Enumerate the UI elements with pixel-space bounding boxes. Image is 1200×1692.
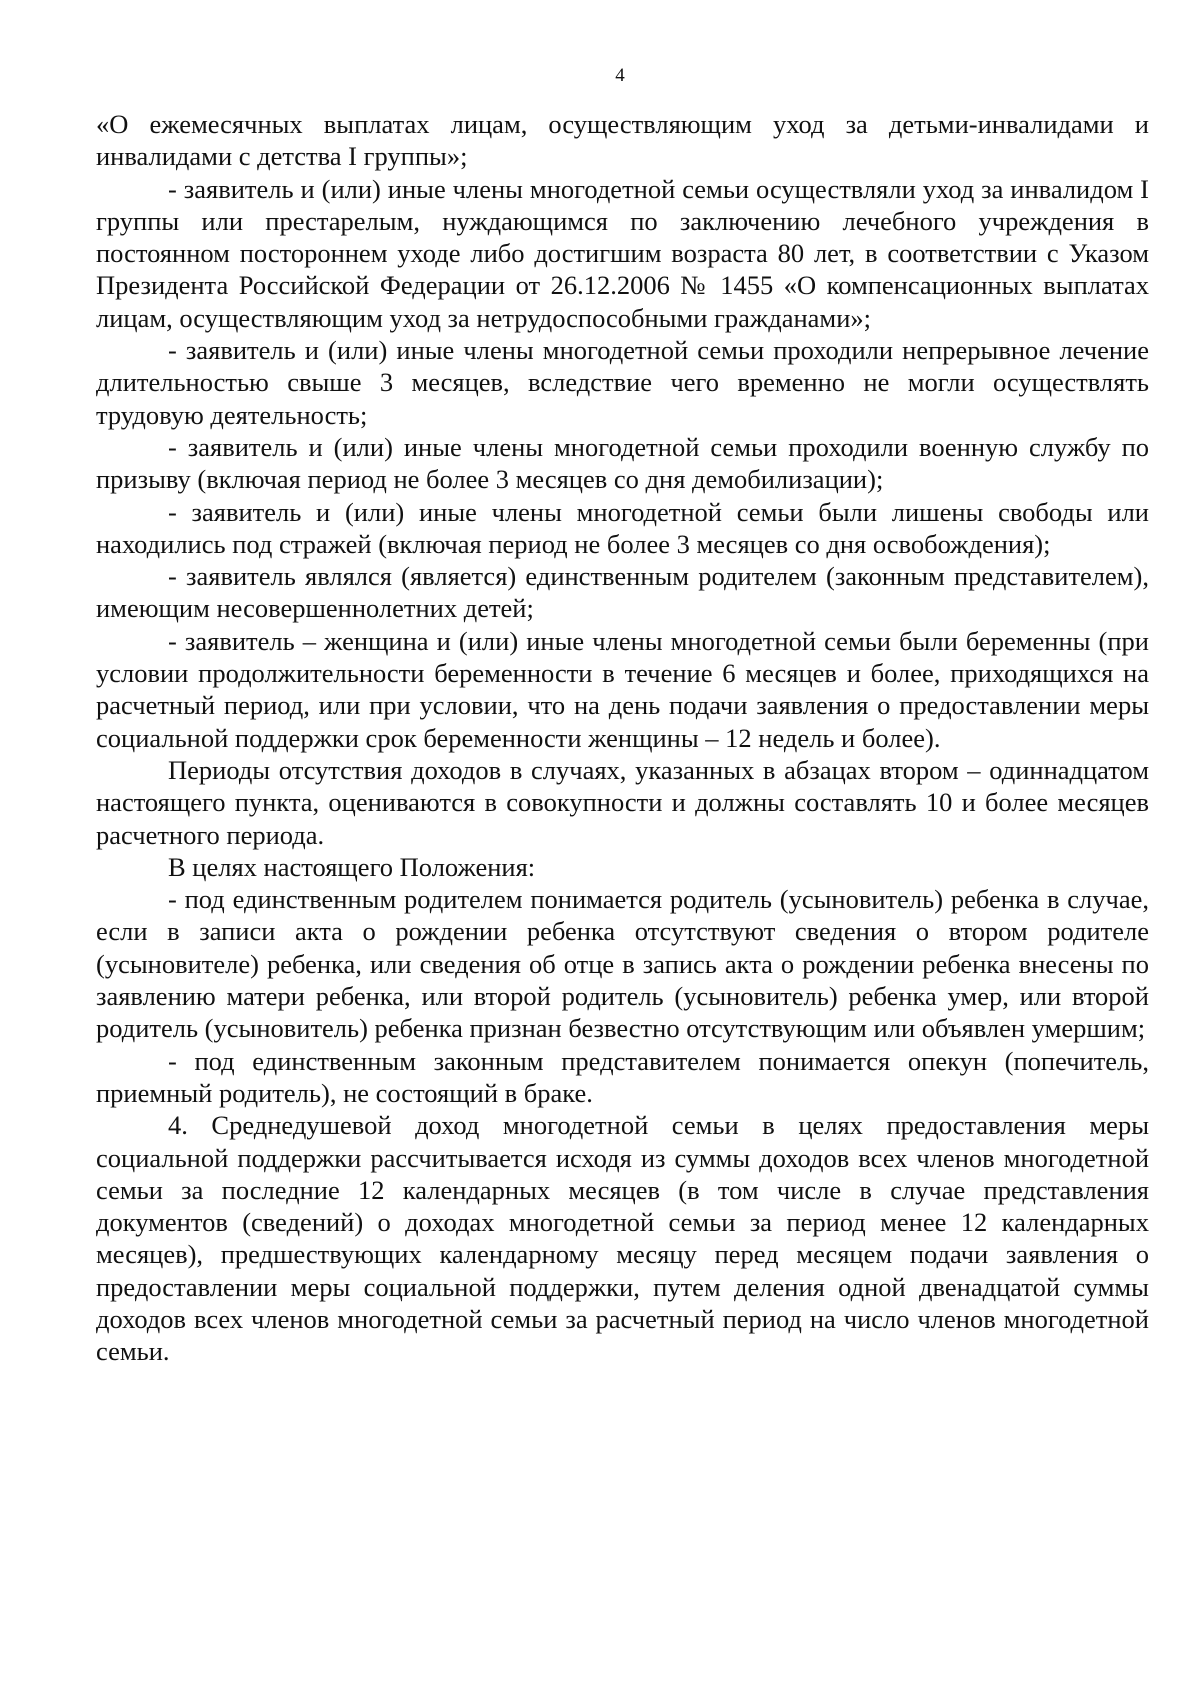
page-number: 4	[615, 65, 625, 86]
paragraph-definitions-intro: В целях настоящего Положения:	[168, 851, 536, 882]
paragraph-continuous-treatment: - заявитель и (или) иные члены многодетной семьи проходили непрерывное лечение длительностью свыше 3 месяцев, вследствие чего временно не могли осуществлять трудовую деятельность;	[96, 335, 1149, 430]
document-body	[96, 108, 1149, 1368]
paragraph-item-4-average-income: 4. Среднедушевой доход многодетной семьи в целях предоставления меры социальной поддержки рассчитывается исходя из суммы доходов всех членов многодетной семьи за последние 12 календарных месяцев (в том числе в случае представления документов (сведений) о доходах многодетной семьи за период менее 12 календарных месяцев), предшествующих календарному месяцу перед месяцем подачи заявления о предоставлении меры социальной поддержки, путем деления одной двенадцатой суммы доходов всех членов многодетной семьи за расчетный период на число членов многодетной семьи.	[96, 1110, 1149, 1367]
paragraph-periods-assessment: Периоды отсутствия доходов в случаях, указанных в абзацах втором – одиннадцатом настоящего пункта, оцениваются в совокупности и должны составлять 10 и более месяцев расчетного периода.	[96, 754, 1149, 850]
paragraph-single-parent: - заявитель являлся (является) единственным родителем (законным представителем), имеющим несовершеннолетних детей;	[96, 561, 1149, 624]
paragraph-decree-continuation: «О ежемесячных выплатах лицам, осуществляющим уход за детьми-инвалидами и инвалидами с детства I группы»;	[96, 109, 1149, 172]
paragraph-single-parent-definition: - под единственным родителем понимается родитель (усыновитель) ребенка в случае, если в записи акта о рождении ребенка отсутствуют сведения о втором родителе (усыновителе) ребенка, или сведения об отце в запись акта о рождении ребенка внесены по заявлению матери ребенка, или второй родитель (усыновитель) ребенка умер, или второй родитель (усыновитель) ребенка признан безвестно отсутствующим или объявлен умершим;	[96, 884, 1149, 1044]
paragraph-legal-representative-definition: - под единственным законным представителем понимается опекун (попечитель, приемный родитель), не состоящий в браке.	[96, 1045, 1149, 1108]
paragraph-imprisonment: - заявитель и (или) иные члены многодетной семьи были лишены свободы или находились под стражей (включая период не более 3 месяцев со дня освобождения);	[96, 496, 1149, 559]
paragraph-military-service: - заявитель и (или) иные члены многодетной семьи проходили военную службу по призыву (включая период не более 3 месяцев со дня демобилизации);	[96, 431, 1149, 495]
paragraph-care-for-disabled: - заявитель и (или) иные члены многодетной семьи осуществляли уход за инвалидом I группы или престарелым, нуждающимся по заключению лечебного учреждения в постоянном постороннем уходе либо достигшим возраста 80 лет, в соответствии с Указом Президента Российской Федерации от 26.12.2006 № 1455 «О компенсационных выплатах лицам, осуществляющим уход за нетрудоспособными гражданами»;	[96, 173, 1149, 333]
paragraph-pregnancy: - заявитель – женщина и (или) иные члены многодетной семьи были беременны (при условии продолжительности беременности в течение 6 месяцев и более, приходящихся на расчетный период, или при условии, что на день подачи заявления о предоставлении меры социальной поддержки срок беременности женщины – 12 недель и более).	[96, 625, 1149, 753]
